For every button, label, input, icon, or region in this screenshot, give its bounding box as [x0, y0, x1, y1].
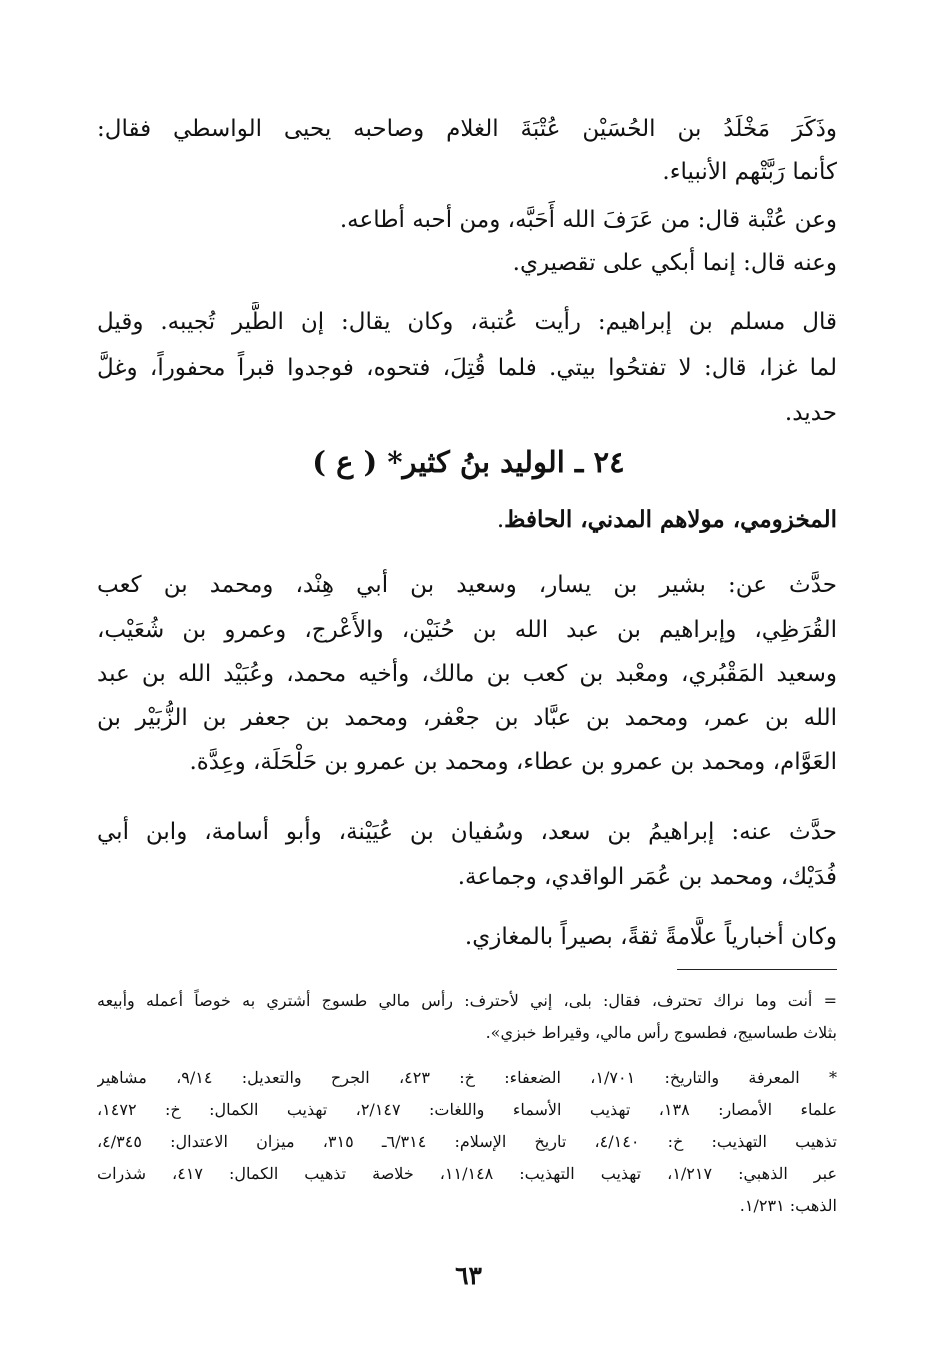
paragraph-line: وعنه قال: إنما أبكي على تقصيري.	[512, 250, 837, 276]
footnote-line: عبر الذهبي: ١/٢١٧، تهذيب التهذيب: ١١/١٤٨، خلاصة تذهيب الكمال: ٤١٧، شذرات	[97, 1164, 837, 1183]
paragraph-line: وعن عُتْبة قال: من عَرَفَ الله أَحَبَّه، ومن أحبه أطاعه.	[339, 207, 837, 233]
paragraph-line: حديد.	[784, 400, 837, 426]
footnote-line: علماء الأمصار: ١٣٨، تهذيب الأسماء واللغات: ٢/١٤٧، تهذيب الكمال: خ: ١٤٧٢،	[97, 1100, 837, 1119]
footnote-line: تذهيب التهذيب: خ: ٤/١٤٠، تاريخ الإسلام: ٦/٣١٤ـ ٣١٥، ميزان الاعتدال: ٤/٣٤٥،	[97, 1132, 837, 1151]
narrated-by-line: حدَّث عنه: إبراهيمُ بن سعد، وسُفيان بن عُيَيْنة، وأبو أسامة، وابن أبي	[97, 819, 837, 845]
paragraph-line: قال مسلم بن إبراهيم: رأيت عُتبة، وكان يقال: إن الطَّير تُجيبه. وقيل	[97, 309, 837, 335]
bio-bold: المخزومي، مولاهم المدني، الحافظ	[504, 506, 837, 533]
footnote-line: بثلاث طساسيج، فطسوج رأس مالي، وقيراط خبزي».	[485, 1023, 837, 1042]
narrated-from-line: حدَّث عن: بشير بن يسار، وسعيد بن أبي هِنْد، ومحمد بن كعب	[97, 572, 837, 598]
narrated-from-line: العَوَّام، ومحمد بن عمرو بن عطاء، ومحمد بن عمرو بن حَلْحَلَة، وعِدَّة.	[189, 749, 837, 775]
narrated-from-line: وسعيد المَقْبُري، ومعْبد بن كعب بن مالك، وأخيه محمد، وعُبَيْد الله بن عبد	[97, 661, 837, 687]
footnote-line: * المعرفة والتاريخ: ١/٧٠١، الضعفاء: خ: ٤٢٣، الجرح والتعديل: ٩/١٤، مشاهير	[97, 1068, 837, 1087]
narrated-from-line: القُرَظِي، وإبراهيم بن عبد الله بن حُنَيْن، والأَعْرج، وعمرو بن شُعَيْب،	[97, 617, 837, 643]
footnote-line: = أنت وما نراك تحترف، فقال: بلى، إني لأحترف: رأس مالي طسوج أشتري به خوصاً أعمله وأبيعه	[97, 991, 837, 1010]
paragraph-line: كأنما رَبَّتْهم الأنبياء.	[662, 159, 837, 185]
page-number: ٦٣	[455, 1261, 482, 1290]
bio-rest: .	[496, 507, 505, 533]
paragraph-line: وذَكَرَ مَخْلَدُ بن الحُسَيْن عُتْبَةَ الغلام وصاحبه يحيى الواسطي فقال:	[97, 116, 837, 142]
entry-heading: ٢٤ ـ الوليد بنُ كثير* ( ع )	[312, 445, 625, 479]
paragraph-line: لما غزا، قال: لا تفتحُوا بيتي. فلما قُتِلَ، فتحوه، فوجدوا قبراً محفوراً، وغلَّ	[97, 355, 837, 381]
footnote-line: الذهب: ١/٢٣١.	[739, 1196, 837, 1215]
narrated-by-line: فُدَيْك، ومحمد بن عُمَر الواقدي، وجماعة.	[457, 864, 837, 890]
bio-line	[97, 500, 837, 540]
assessment-line: وكان أخبارياً علَّامةً ثقةً، بصيراً بالمغازي.	[464, 924, 837, 950]
footnote-separator	[677, 969, 837, 970]
narrated-from-line: الله بن عمر، ومحمد بن عبَّاد بن جعْفر، ومحمد بن جعفر بن الزُّبَيْر بن	[97, 705, 837, 731]
